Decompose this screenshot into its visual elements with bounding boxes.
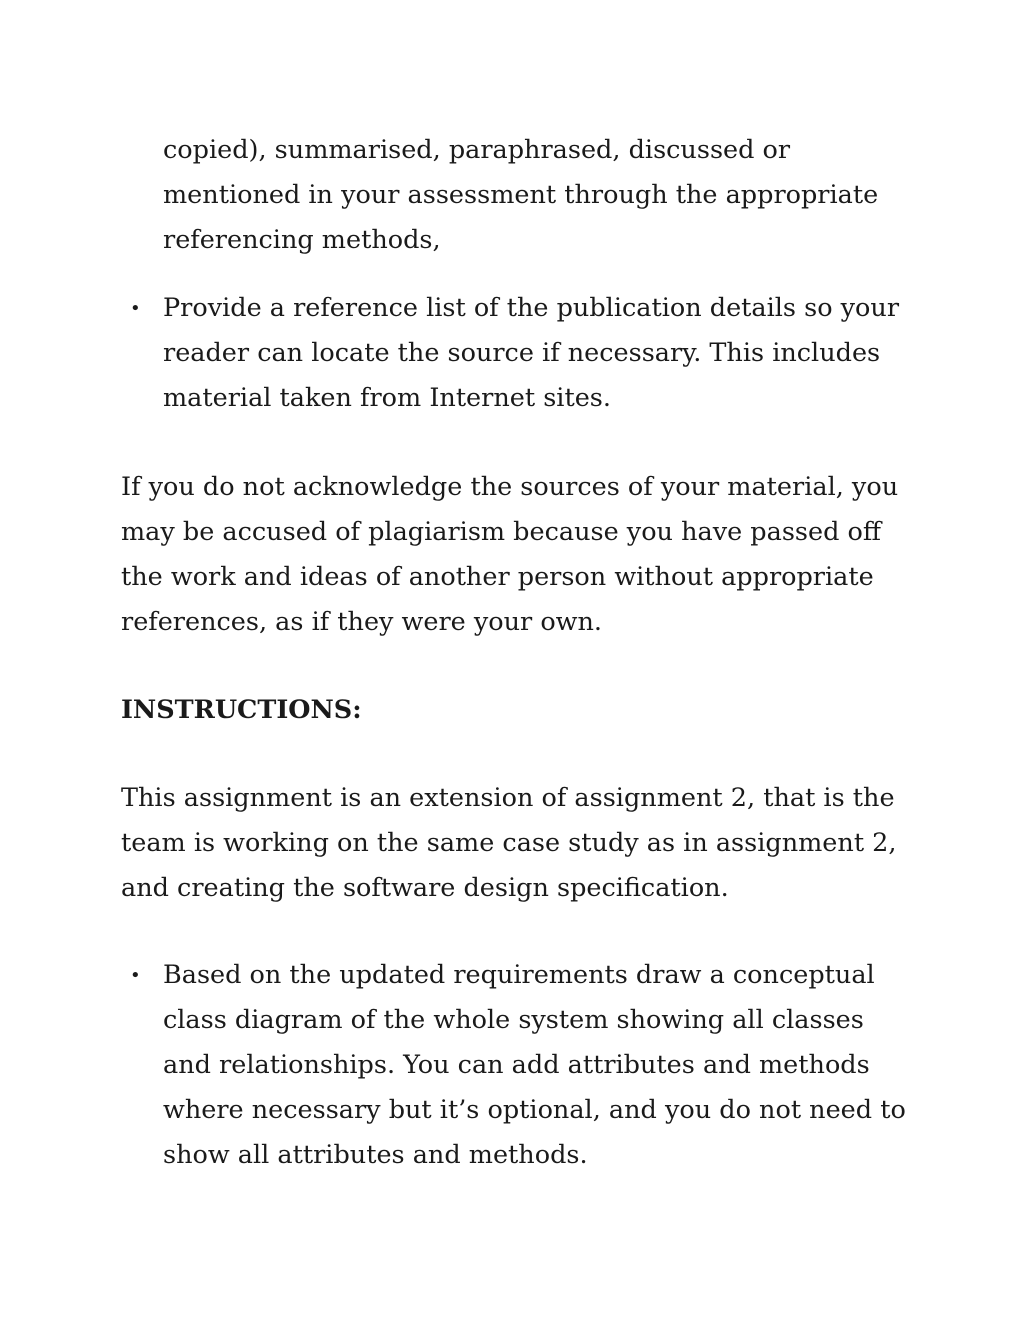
- list-item-reference-list-text: Provide a reference list of the publication details so your reader can locate the source if necessary. This includes material taken from Internet sites.: [163, 293, 900, 413]
- continued-list-item-text: copied), summarised, paraphrased, discussed or mentioned in your assessment through the appropriate referencing methods,: [163, 135, 879, 255]
- plagiarism-paragraph: If you do not acknowledge the sources of your material, you may be accused of plagiarism because you have passed off the work and ideas of another person without appropriate references, as if they were your own.: [121, 472, 899, 637]
- document-page: [121, 128, 911, 1178]
- assignment-paragraph: This assignment is an extension of assignment 2, that is the team is working on the same case study as in assignment 2, and creating the software design specification.: [121, 783, 897, 903]
- bullet-icon: •: [130, 965, 141, 986]
- list-item-class-diagram: [121, 953, 911, 1178]
- continued-list-item: [121, 128, 911, 263]
- list-item-class-diagram-text: Based on the updated requirements draw a conceptual class diagram of the whole system showing all classes and relationships. You can add attributes and methods where necessary but it’s optional, and you do not need to show all attributes and methods.: [163, 960, 906, 1170]
- bullet-icon: •: [130, 298, 141, 319]
- list-item-reference-list: [121, 286, 911, 421]
- instructions-heading: INSTRUCTIONS:: [121, 695, 362, 725]
